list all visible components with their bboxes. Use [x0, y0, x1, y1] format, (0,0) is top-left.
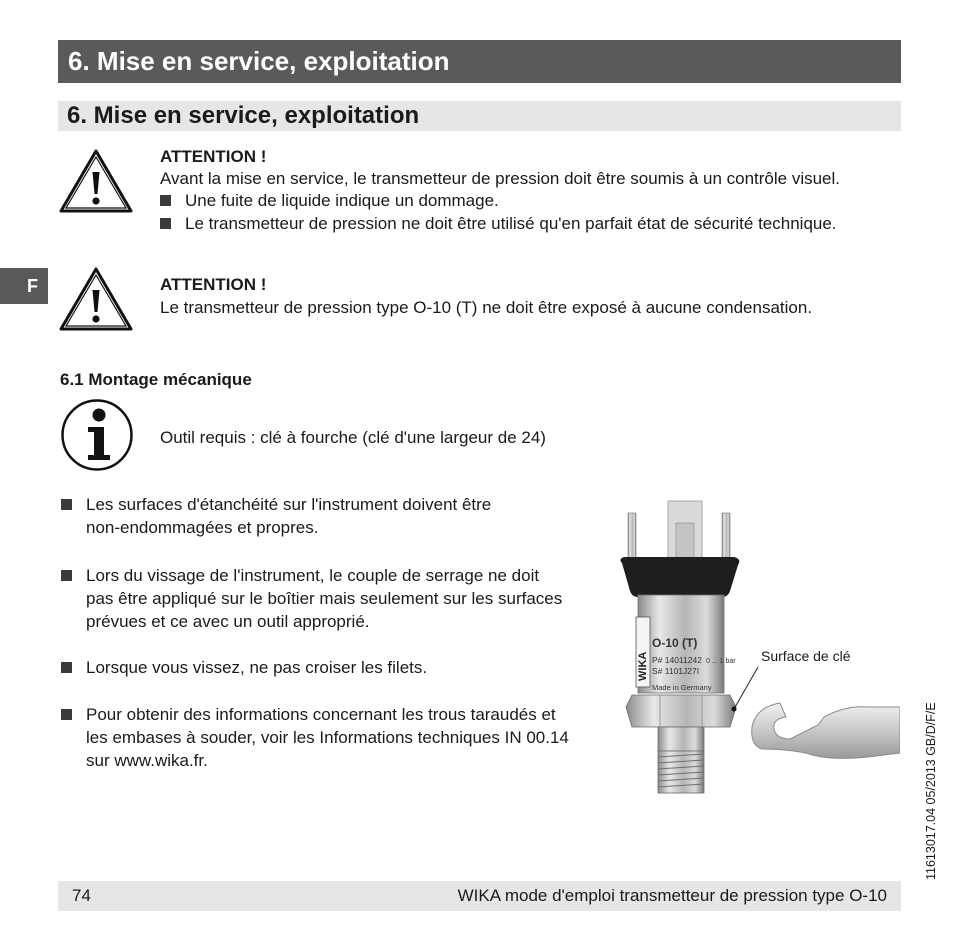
info-icon [60, 398, 134, 472]
page-number: 74 [72, 886, 91, 905]
part-number-label: P# 14011242 [652, 655, 702, 665]
footer-text: WIKA mode d'emploi transmetteur de pression type O-10 [457, 886, 887, 905]
list-item-line: non-endommagées et propres. [86, 518, 319, 537]
warning-bullet: Le transmetteur de pression ne doit être utilisé qu'en parfait état de sécurité technique. [185, 214, 837, 233]
range-label: 0 ... 1 bar [706, 658, 736, 665]
bullet-marker [61, 662, 72, 673]
made-in-label: Made in Germany [652, 683, 712, 692]
bullet-marker [160, 195, 171, 206]
language-tab: F [0, 268, 48, 304]
list-item-line: Lors du vissage de l'instrument, le couple de serrage ne doit [86, 566, 540, 585]
list-item-line: Les surfaces d'étanchéité sur l'instrument doivent être [86, 495, 492, 514]
pressure-transmitter-figure [610, 495, 900, 800]
chapter-title: 6. Mise en service, exploitation [58, 40, 901, 83]
subsection-title: 6.1 Montage mécanique [60, 370, 252, 389]
warning-triangle-icon [58, 266, 134, 332]
warning-triangle-icon [58, 148, 134, 214]
serial-number-label: S# 1101J27I [652, 666, 700, 676]
warning-text: Le transmetteur de pression type O-10 (T) ne doit être exposé à aucune condensation. [160, 298, 813, 317]
wrench-flat-callout: Surface de clé [761, 648, 851, 664]
bullet-marker [61, 499, 72, 510]
bullet-marker [61, 709, 72, 720]
document-code: 11613017.04 05/2013 GB/D/F/E [924, 702, 938, 880]
list-item-line: Lorsque vous vissez, ne pas croiser les filets. [86, 658, 428, 677]
warning-heading: ATTENTION ! [160, 147, 267, 166]
warning-heading: ATTENTION ! [160, 275, 267, 294]
section-title: 6. Mise en service, exploitation [58, 101, 901, 131]
list-item-line: les embases à souder, voir les Informations techniques IN 00.14 [86, 728, 569, 747]
warning-bullet: Une fuite de liquide indique un dommage. [185, 191, 499, 210]
brand-label: WIKA [637, 651, 649, 681]
bullet-marker [61, 570, 72, 581]
page-footer [58, 881, 901, 911]
info-text: Outil requis : clé à fourche (clé d'une largeur de 24) [160, 428, 546, 447]
bullet-marker [160, 218, 171, 229]
list-item-line: pas être appliqué sur le boîtier mais seulement sur les surfaces [86, 589, 563, 608]
list-item-line: Pour obtenir des informations concernant les trous taraudés et [86, 705, 556, 724]
warning-text: Avant la mise en service, le transmetteur de pression doit être soumis à un contrôle visuel. [160, 169, 841, 188]
list-item-line: sur www.wika.fr. [86, 751, 208, 770]
model-label: O-10 (T) [652, 636, 698, 650]
list-item-line: prévues et ce avec un outil approprié. [86, 612, 370, 631]
